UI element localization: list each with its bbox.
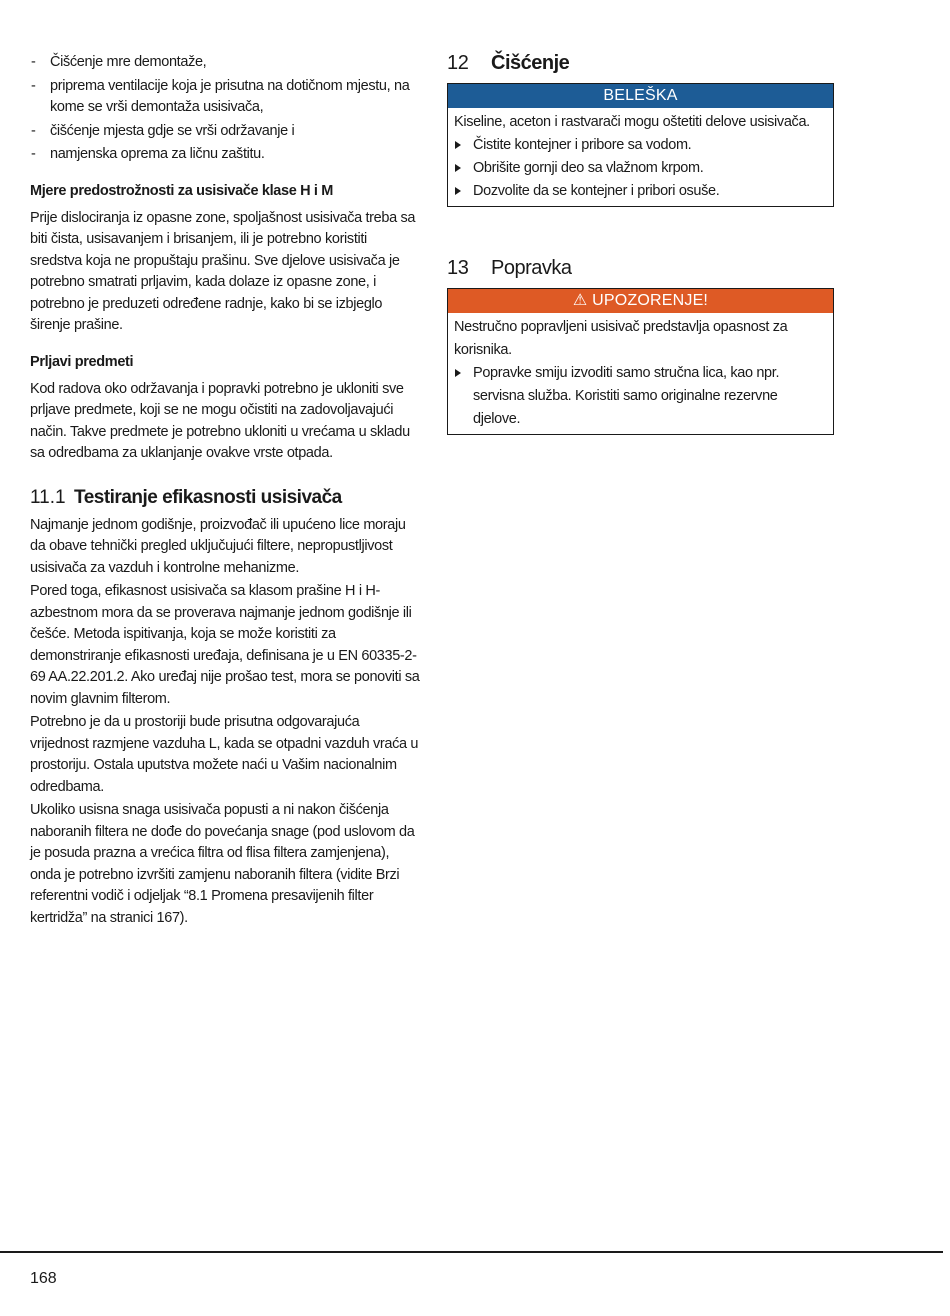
step-text: Dozvolite da se kontejner i pribori osuše. (473, 183, 720, 199)
warning-steps (454, 362, 827, 431)
paragraph: Ukoliko usisna snaga usisivača popusti a ni nakon čišćenja naboranih filtera ne dođe do povećanja snage (pod uslovom da je posuda prazna a vrećica filtra od flisa filtera zamjenjena), onda je potrebno izvršiti zamjenu naboranih filtera (vidite Brzi referentni vodič i odjeljak “8.1 Promena presavijenih filter kertridža” na stranici 167). (30, 802, 415, 926)
precautions-text (30, 208, 420, 337)
footer-divider (0, 1251, 943, 1253)
warning-body (448, 313, 833, 434)
warning-label: UPOZORENJE! (592, 292, 709, 309)
page-number: 168 (30, 1270, 57, 1287)
section-11-1-heading (30, 487, 420, 509)
paragraph: Kod radova oko održavanja i popravki potrebno je ukloniti sve prljave predmete, koji se ne mogu očistiti na zadovoljavajući način. Takve predmete je potrebno ukloniti u vrećama u skladu sa odredbama za uklanjanje ovakve vrste otpada. (30, 380, 410, 461)
dash-list (30, 52, 420, 166)
note-box (447, 83, 834, 207)
step-text: Popravke smiju izvoditi samo stručna lica, kao npr. servisna služba. Koristiti samo originalne rezervne djelove. (473, 365, 780, 427)
triangle-bullet-icon (455, 164, 461, 172)
section-13-heading (447, 257, 837, 280)
section-title: Čišćenje (491, 52, 570, 74)
note-header: BELEŠKA (448, 84, 833, 108)
paragraph: Potrebno je da u prostoriji bude prisutna odgovarajuća vrijednost razmjene vazduha L, kada se otpadni vazduh vraća u prostoriju. Ostala uputstva možete naći u Vašim nacionalnim odredbama. (30, 714, 419, 795)
left-column (30, 52, 420, 931)
section-number: 13 (447, 257, 469, 279)
warning-header (448, 289, 833, 313)
section-number: 12 (447, 52, 469, 74)
precautions-heading: Mjere predostrožnosti za usisivače klase H i M (30, 182, 334, 199)
step-text: Obrišite gornji deo sa vlažnom krpom. (473, 160, 704, 176)
list-item (454, 134, 827, 157)
list-item: - namjenska oprema za ličnu zaštitu. (30, 144, 420, 166)
section-12-heading (447, 52, 837, 75)
list-item: - Čišćenje mre demontaže, (30, 52, 420, 74)
section-number: 11.1 (30, 486, 66, 508)
section-title: Popravka (491, 257, 572, 279)
warning-box (447, 288, 834, 435)
dirty-items-text (30, 379, 420, 465)
section-11-1-body (30, 515, 420, 930)
right-column (447, 52, 837, 435)
list-item (454, 362, 827, 431)
list-item: - priprema ventilacije koja je prisutna na dotičnom mjestu, na kome se vrši demontaža usisivača, (30, 76, 420, 119)
list-item (454, 157, 827, 180)
note-body (448, 108, 833, 206)
list-item: - čišćenje mjesta gdje se vrši održavanje i (30, 121, 420, 143)
paragraph: Prije dislociranja iz opasne zone, spoljašnost usisivača treba sa biti čista, usisavanjem i brisanjem, ili je potrebno koristiti sredstva koja ne propuštaju prašinu. Sve djelove usisivača je potrebno smatrati prljavim, kada dolaze iz opasne zone, i potrebno je preduzeti određene radnje, kako bi se izbjeglo širenje prašine. (30, 209, 416, 333)
dirty-items-heading: Prljavi predmeti (30, 353, 134, 370)
note-intro: Kiseline, aceton i rastvarači mogu oštetiti delove usisivača. (454, 114, 810, 130)
triangle-bullet-icon (455, 369, 461, 377)
list-item (454, 180, 827, 203)
triangle-bullet-icon (455, 187, 461, 195)
paragraph: Pored toga, efikasnost usisivača sa klasom prašine H i H-azbestnom mora da se proverava najmanje jednom godišnje ili češće. Metoda ispitivanja, koja se može koristiti za demonstriranje efikasnosti uređaja, definisana je u EN 60335-2-69 AA.22.201.2. Ako uređaj nije prošao test, mora se ponoviti sa novim glavnim filterom. (30, 583, 420, 707)
warning-intro: Nestručno popravljeni usisivač predstavlja opasnost za korisnika. (454, 319, 788, 358)
triangle-bullet-icon (455, 141, 461, 149)
warning-icon: ⚠ (572, 292, 588, 309)
note-steps (454, 134, 827, 203)
step-text: Čistite kontejner i pribore sa vodom. (473, 137, 692, 153)
section-title: Testiranje efikasnosti usisivača (74, 486, 342, 508)
paragraph: Najmanje jednom godišnje, proizvođač ili upućeno lice moraju da obave tehnički pregled uključujući filtere, nepropustljivost usisivača za vazduh i kontrolne mehanizme. (30, 516, 406, 576)
